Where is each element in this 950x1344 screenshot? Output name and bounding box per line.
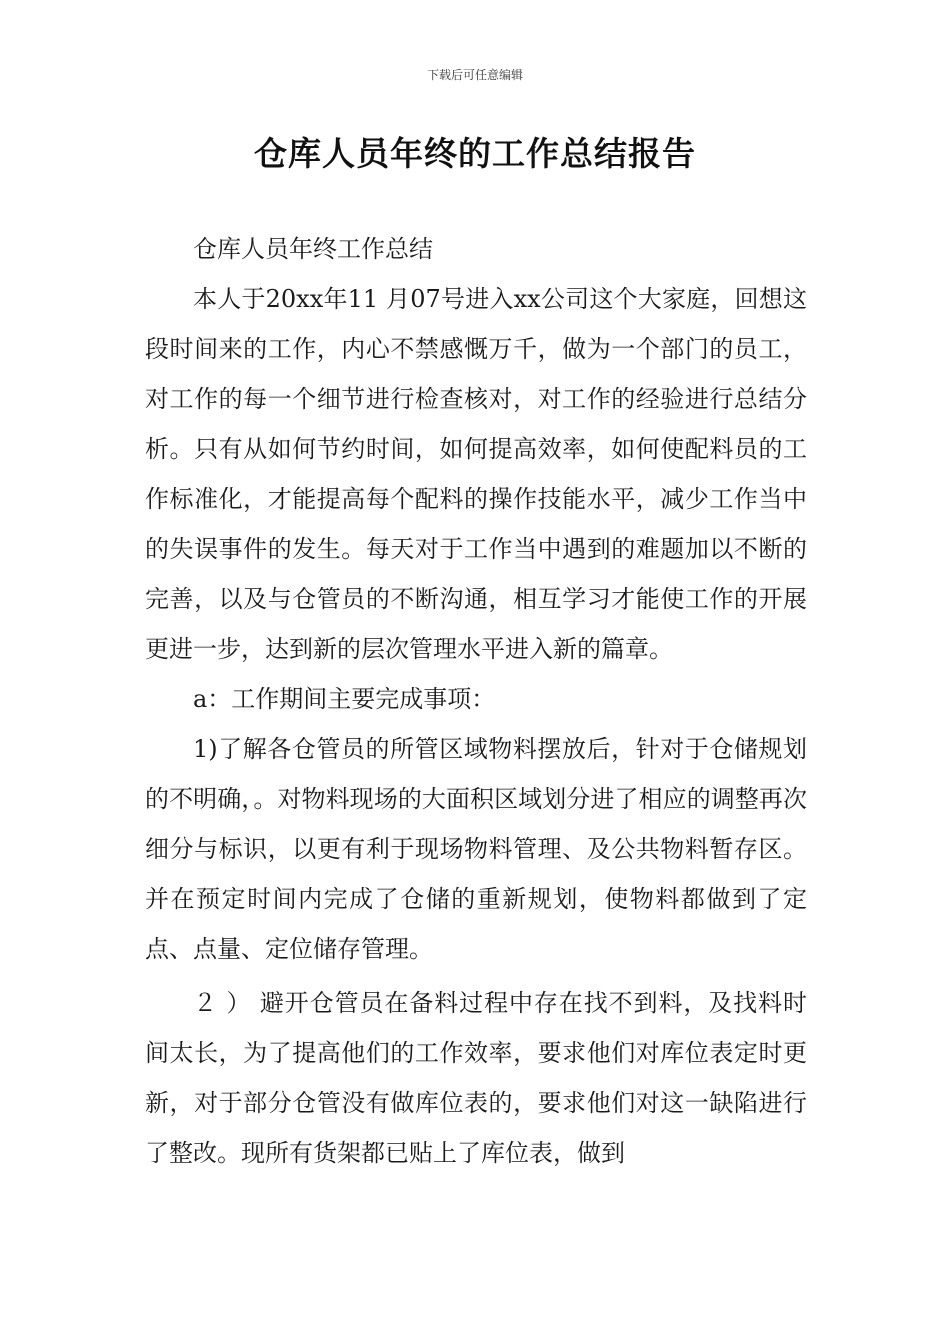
paragraph-item-2: ２ ） 避开仓管员在备料过程中存在找不到料，及找料时间太长，为了提高他们的工作效率，要求他们对库位表定时更新，对于部分仓管没有做库位表的，要求他们对这一缺陷进行了整改。现所有货架都已贴上了库位表，做到 [145,989,807,1167]
paragraph-section-a: a：工作期间主要完成事项： [193,685,496,713]
paragraph-intro: 本人于20xx年11 月07号进入xx公司这个大家庭，回想这 段时间来的工作，内心不禁感慨万千，做为一个部门的员工，对工作的每一个细节进行检查核对，对工作的经验进行总结分析。只有从如何节约时间，如何提高效率，如何使配料员的工作标准化，才能提高每个配料的操作技能水平，减少工作当中的失误事件的发生。每天对于工作当中遇到的难题加以不断的完善，以及与仓管员的不断沟通，相互学习才能使工作的开展更进一步，达到新的层次管理水平进入新的篇章。 [145,285,807,663]
paragraph-subtitle: 仓库人员年终工作总结 [193,235,433,263]
page-title: 仓库人员年终的工作总结报告 [254,134,696,173]
header-note: 下载后可任意编辑 [426,68,523,82]
document-body [145,224,807,1178]
paragraph-item-1: 1)了解各仓管员的所管区域物料摆放后，针对于仓储规划的不明确，。对物料现场的大面积区域划分进了相应的调整再次细分与标识，以更有利于现场物料管理、及公共物料暂存区。并在预定时间内完成了仓储的重新规划，使物料都做到了定点、点量、定位储存管理。 [145,735,807,963]
